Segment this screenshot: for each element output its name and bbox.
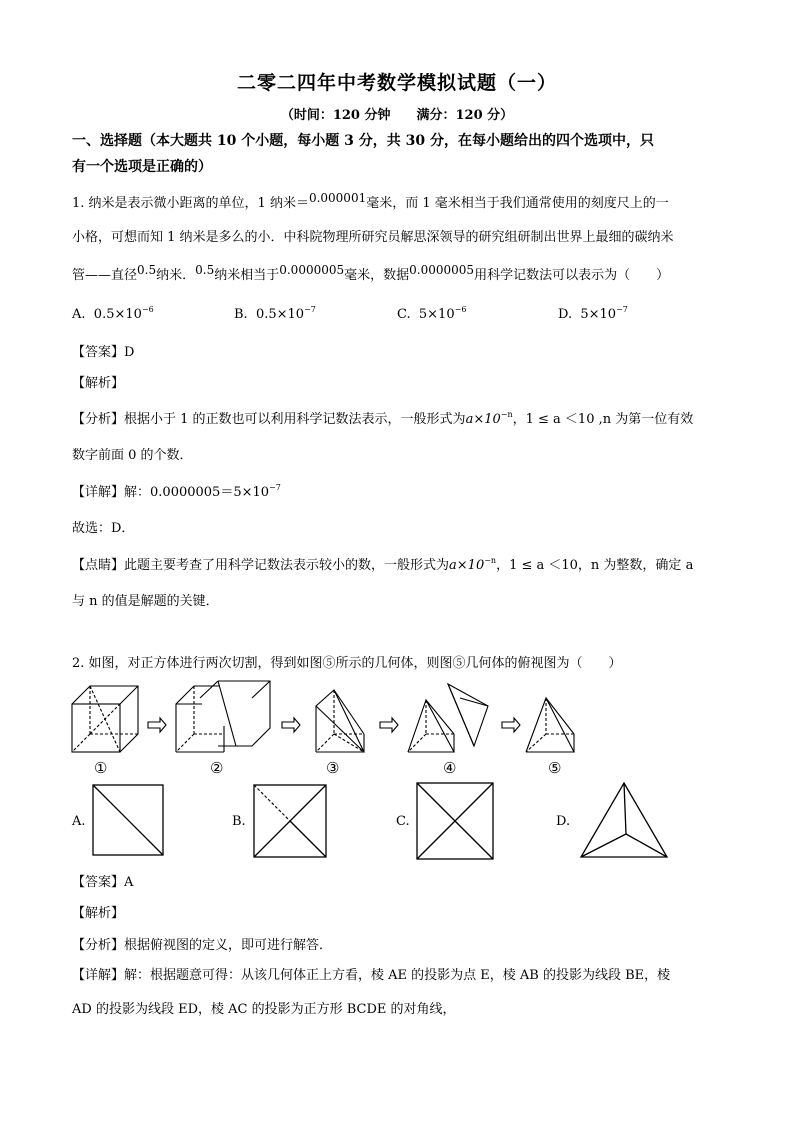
figure-label-2: ②	[210, 759, 224, 777]
q1-guxuan: 故选：D．	[72, 521, 135, 536]
q2-xiangjie-line1: 【详解】解：根据题意可得：从该几何体正上方看，棱 AE 的投影为点 E，棱 AB 的投影为线段 BE，棱	[72, 968, 671, 983]
figure-label-4: ④	[443, 759, 457, 777]
arrow-3	[380, 718, 398, 732]
cube-cutting-figure	[60, 676, 680, 786]
q2-option-d-label[interactable]: D.	[556, 814, 571, 829]
q1-stem-line1: 1. 纳米是表示微小距离的单位，1 纳米＝0.000001毫米，而 1 毫米相当于我们通常使用的刻度尺上的一	[72, 191, 669, 211]
q1-stem-line3: 管——直径0.5纳米．0.5纳米相当于0.0000005毫米，数据0.0000005用科学记数法可以表示为（ ）	[72, 263, 670, 283]
figure-2-split-cube	[176, 681, 270, 752]
q1-fenxi-line1: 【分析】根据小于 1 的正数也可以利用科学记数法表示，一般形式为$a\times 10^{-n}$，1 ≤ a ＜10 ,n 为第一位有效	[72, 410, 694, 427]
q2-fenxi: 【分析】根据俯视图的定义，即可进行解答．	[72, 938, 333, 953]
q2-option-a-diagram[interactable]	[92, 784, 166, 858]
q2-option-c-label[interactable]: C.	[396, 814, 410, 829]
q2-option-a-label[interactable]: A.	[72, 814, 86, 829]
figure-label-1: ①	[94, 759, 108, 777]
page-title: 二零二四年中考数学模拟试题（一）	[236, 72, 557, 94]
q1-stem-line2: 小格，可想而知 1 纳米是多么的小．中科院物理所研究员解思深领导的研究组研制出世界上最细的碳纳米	[72, 230, 674, 245]
q1-xiangjie: 【详解】解：$0.0000005=5\times 10^{-7}$	[72, 483, 281, 500]
section-heading-line1: 一、选择题（本大题共 10 个小题，每小题 3 分，共 30 分，在每小题给出的四个选项中，只	[72, 133, 654, 149]
q1-dianjing-line2: 与 n 的值是解题的关键．	[72, 594, 219, 609]
q2-option-c-diagram[interactable]	[416, 782, 496, 862]
q1-answer: 【答案】D	[72, 345, 135, 360]
arrow-1	[148, 718, 166, 732]
q2-stem: 2. 如图，对正方体进行两次切割，得到如图⑤所示的几何体，则图⑤几何体的俯视图为（ ）	[72, 656, 622, 671]
q1-dianjing-line1: 【点睛】此题主要考查了用科学记数法表示较小的数，一般形式为$a\times 10^{-n}$，1 ≤ a ＜10，n 为整数，确定 a	[72, 556, 694, 573]
arrow-4	[502, 718, 520, 732]
figure-5-pyramid	[526, 698, 574, 752]
figure-4-two-pieces	[408, 684, 488, 752]
q1-option-a[interactable]: A. $0.5\times 10^{-6}$	[72, 305, 154, 322]
q1-analysis-tag: 【解析】	[72, 376, 125, 391]
figure-3-cut-solid	[316, 690, 364, 752]
exam-info: （时间：120 分钟 满分：120 分）	[280, 108, 514, 123]
arrow-2	[282, 718, 300, 732]
q2-option-b-diagram[interactable]	[253, 784, 329, 860]
q2-option-d-diagram[interactable]	[578, 782, 670, 860]
q1-option-c[interactable]: C. $5\times 10^{-6}$	[397, 305, 467, 322]
q1-option-b[interactable]: B. $0.5\times 10^{-7}$	[234, 305, 316, 322]
q2-xiangjie-line2: AD 的投影为线段 ED，棱 AC 的投影为正方形 BCDE 的对角线，	[72, 1002, 456, 1017]
q2-analysis-tag: 【解析】	[72, 906, 125, 921]
figure-label-5: ⑤	[548, 759, 562, 777]
q2-answer: 【答案】A	[72, 875, 134, 890]
q1-option-d[interactable]: D. $5\times 10^{-7}$	[558, 305, 628, 322]
figure-label-3: ③	[326, 759, 340, 777]
q1-fenxi-line2: 数字前面 0 的个数．	[72, 448, 193, 463]
figure-1-cube	[72, 686, 138, 752]
section-heading-line2: 有一个选项是正确的）	[72, 159, 212, 175]
q2-option-b-label[interactable]: B.	[232, 814, 246, 829]
